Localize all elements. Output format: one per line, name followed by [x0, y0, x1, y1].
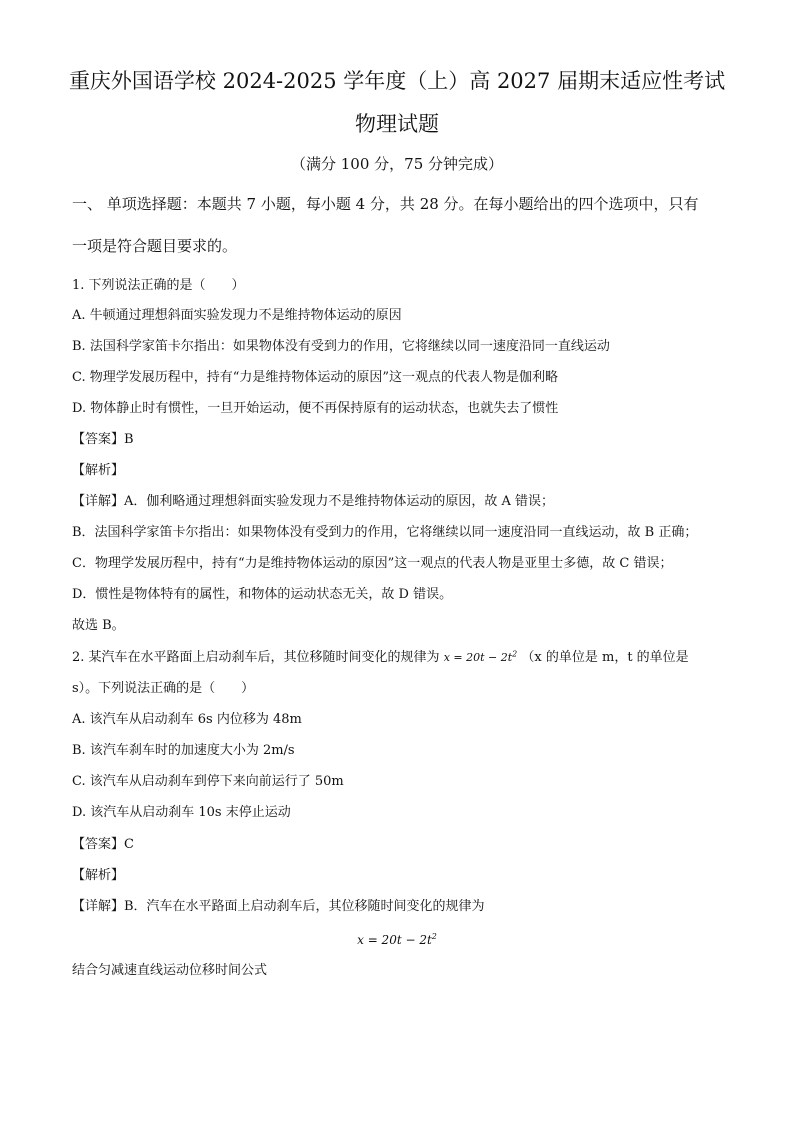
subject-title: 物理试题 — [355, 112, 439, 136]
q1-detail-c: C．物理学发展历程中，持有“力是维持物体运动的原因”这一观点的代表人物是亚里士多德，故 C 错误； — [72, 556, 673, 571]
q1-conclusion: 故选 B。 — [72, 618, 125, 633]
q2-stem-line1 — [72, 649, 762, 667]
q2-formula — [0, 931, 794, 949]
q1-answer: 【答案】B — [72, 432, 134, 447]
q2-stem-units: （x 的单位是 m，t 的单位是 — [521, 650, 689, 665]
q2-analysis-label: 【解析】 — [72, 868, 125, 883]
q1-detail-d: D．惯性是物体特有的属性，和物体的运动状态无关，故 D 错误。 — [72, 587, 453, 602]
q2-stem-line2: s）。下列说法正确的是（ ） — [72, 681, 255, 696]
q1-option-d: D. 物体静止时有惯性，一旦开始运动，便不再保持原有的运动状态，也就失去了惯性 — [72, 401, 559, 416]
q2-option-a: A. 该汽车从启动刹车 6s 内位移为 48m — [72, 712, 302, 727]
q2-last-line: 结合匀减速直线运动位移时间公式 — [72, 963, 268, 978]
q1-analysis-label: 【解析】 — [72, 463, 125, 478]
q2-detail-b: 【详解】B．汽车在水平路面上启动刹车后，其位移随时间变化的规律为 — [72, 899, 485, 914]
exam-title: 重庆外国语学校 2024-2025 学年度（上）高 2027 届期末适应性考试 — [68, 69, 726, 93]
q1-option-b: B. 法国科学家笛卡尔指出：如果物体没有受到力的作用，它将继续以同一速度沿同一直线运动 — [72, 339, 610, 354]
q2-stem-formula-exponent: 2 — [512, 649, 518, 659]
q2-option-c: C. 该汽车从启动刹车到停下来向前运行了 50m — [72, 774, 344, 789]
section-heading-line1: 一、 单项选择题：本题共 7 小题，每小题 4 分，共 28 分。在每小题给出的四个选项中，只有 — [72, 195, 699, 213]
q1-stem: 1. 下列说法正确的是（ ） — [72, 278, 245, 293]
section-heading-line2: 一项是符合题目要求的。 — [72, 237, 238, 255]
q1-detail-a: 【详解】A．伽利略通过理想斜面实验发现力不是维持物体运动的原因，故 A 错误； — [72, 494, 555, 509]
q2-stem-text: 2. 某汽车在水平路面上启动刹车后，其位移随时间变化的规律为 — [72, 650, 440, 665]
q1-option-c: C. 物理学发展历程中，持有“力是维持物体运动的原因”这一观点的代表人物是伽利略 — [72, 370, 559, 385]
q2-formula-base: x = 20t − 2t — [357, 933, 432, 947]
q2-option-d: D. 该汽车从启动刹车 10s 末停止运动 — [72, 805, 291, 820]
q2-answer: 【答案】C — [72, 837, 134, 852]
q2-option-b: B. 该汽车刹车时的加速度大小为 2m/s — [72, 743, 295, 758]
q2-stem-formula-base: x = 20t − 2t — [443, 651, 513, 664]
q2-stem-formula — [444, 651, 518, 664]
q1-option-a: A. 牛顿通过理想斜面实验发现力不是维持物体运动的原因 — [72, 308, 402, 323]
score-info: （满分 100 分，75 分钟完成） — [290, 155, 504, 173]
q1-detail-b: B．法国科学家笛卡尔指出：如果物体没有受到力的作用，它将继续以同一速度沿同一直线运动，故 B 正确； — [72, 525, 698, 540]
q2-formula-exponent: 2 — [431, 932, 437, 941]
